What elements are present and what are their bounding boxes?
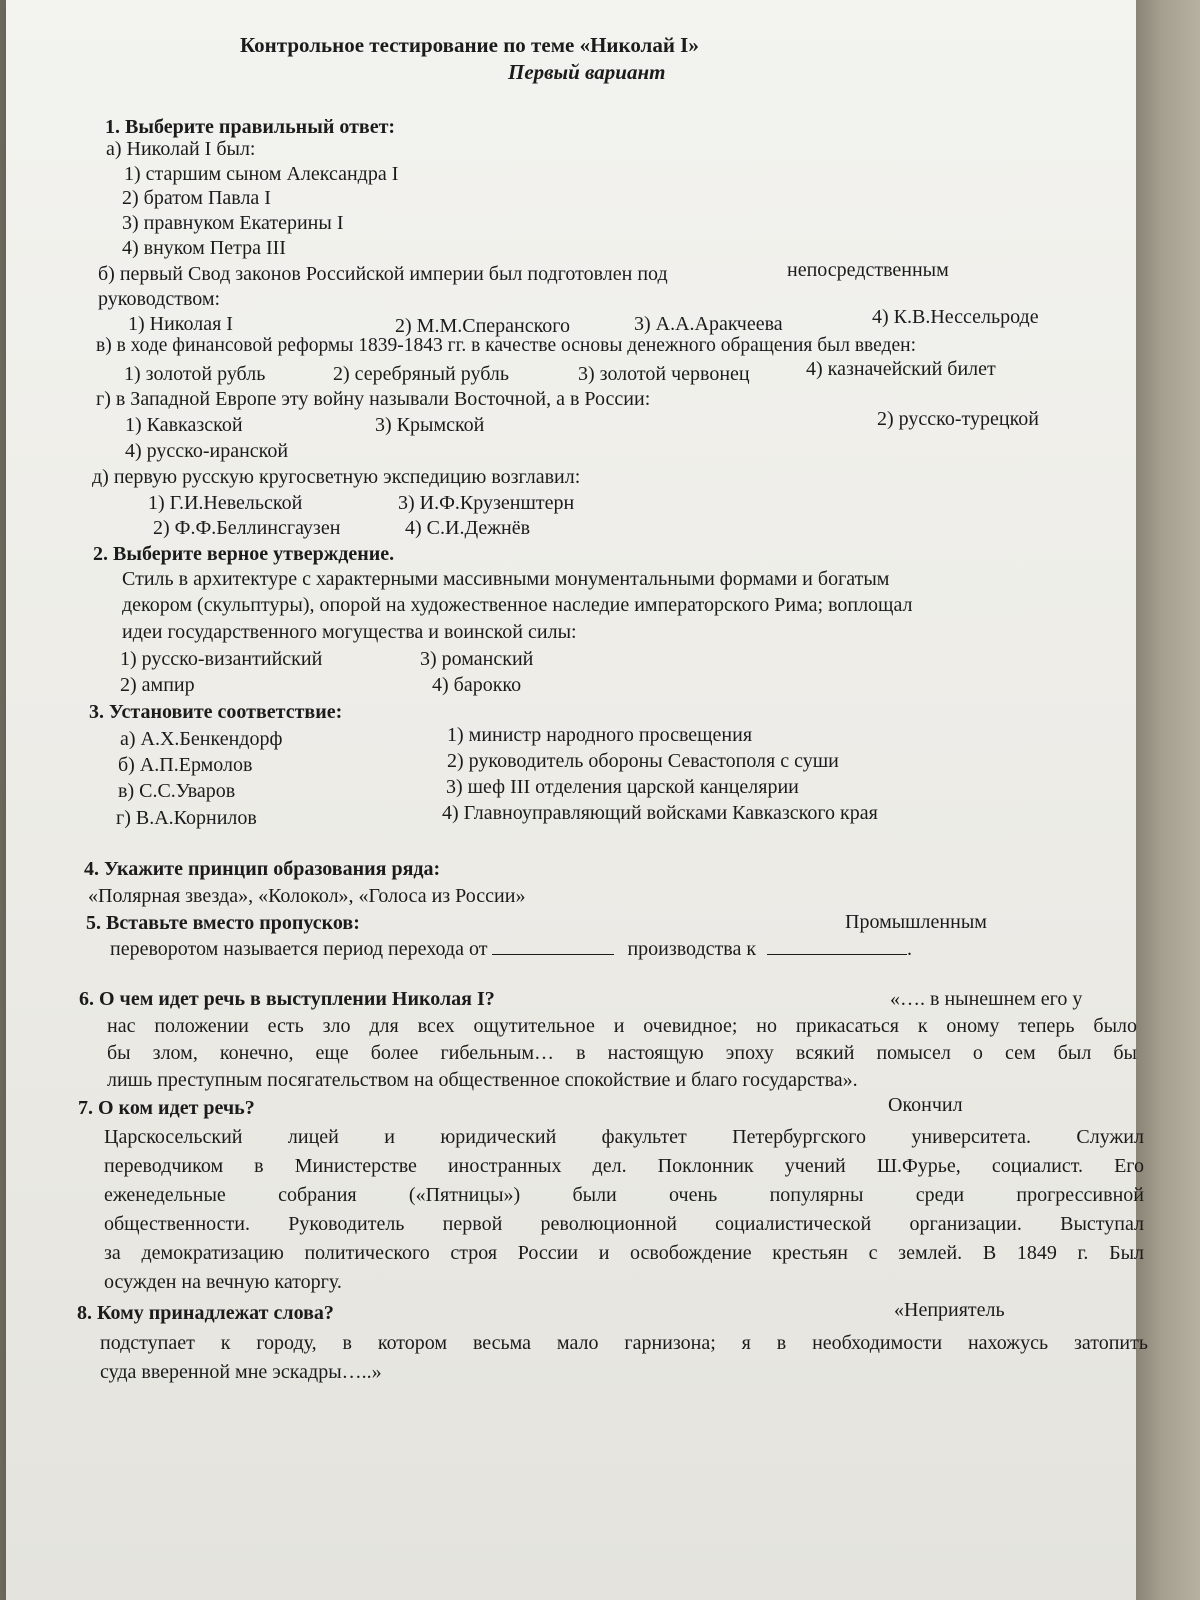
q2-heading: 2. Выберите верное утверждение. [93, 543, 395, 565]
q8-heading: 8. Кому принадлежат слова? [77, 1302, 334, 1324]
q1e-option: 3) И.Ф.Крузенштерн [398, 492, 575, 514]
q7-text-line: Царскосельский лицей и юридический факультет Петербургского университета. Служил [104, 1126, 1144, 1148]
q7-text-line: переводчиком в Министерстве иностранных дел. Поклонник учений Ш.Фурье, социалист. Его [104, 1155, 1144, 1177]
q5-heading-end: Промышленным [845, 911, 987, 933]
q1a-option: 2) братом Павла I [122, 187, 271, 209]
q1c-option: 1) золотой рубль [124, 363, 266, 385]
q1a-option: 3) правнуком Екатерины I [122, 212, 344, 234]
q2-text-line: Стиль в архитектуре с характерными массивными монументальными формами и богатым [122, 568, 890, 590]
q2-option: 2) ампир [120, 674, 195, 696]
q1d-option: 3) Крымской [375, 414, 485, 436]
q7-heading: 7. О ком идет речь? [78, 1097, 255, 1119]
q3-left-item: б) А.П.Ермолов [118, 754, 253, 776]
q4-heading: 4. Укажите принцип образования ряда: [84, 858, 441, 880]
q3-right-item: 1) министр народного просвещения [447, 724, 753, 746]
q1c-option: 3) золотой червонец [578, 363, 750, 385]
q2-text-line: декором (скульптуры), опорой на художественное наследие императорского Рима; воплощал [122, 594, 913, 616]
table-surface [1136, 0, 1200, 1600]
q4-text: «Полярная звезда», «Колокол», «Голоса из России» [88, 885, 526, 907]
q2-option: 1) русско-византийский [120, 648, 323, 670]
q1b-stem: б) первый Свод законов Российской империи был подготовлен под [98, 263, 668, 285]
q3-left-item: а) А.Х.Бенкендорф [120, 728, 283, 750]
q1a-stem: а) Николай I был: [106, 138, 256, 160]
q1a-option: 1) старшим сыном Александра I [124, 163, 399, 185]
q7-text-line: еженедельные собрания («Пятницы») были очень популярны среди прогрессивной [104, 1184, 1144, 1206]
q3-right-item: 4) Главноуправляющий войсками Кавказского края [442, 802, 878, 824]
q2-text-line: идеи государственного могущества и воинской силы: [122, 621, 577, 643]
q1d-stem: г) в Западной Европе эту войну называли Восточной, а в России: [96, 388, 651, 410]
q6-heading: 6. О чем идет речь в выступлении Николая I? [79, 988, 495, 1010]
q6-heading-end: «…. в нынешнем его у [890, 988, 1083, 1010]
q3-right-item: 2) руководитель обороны Севастополя с суши [447, 750, 839, 772]
q3-right-item: 3) шеф III отделения царской канцелярии [446, 776, 799, 798]
q1c-stem: в) в ходе финансовой реформы 1839-1843 гг. в качестве основы денежного обращения был введен: [96, 335, 916, 356]
q2-option: 4) барокко [432, 674, 522, 696]
q5-end: . [907, 938, 913, 960]
q3-left-item: в) С.С.Уваров [118, 780, 236, 802]
q8-text-line: подступает к городу, в котором весьма мало гарнизона; я в необходимости нахожусь затопить [100, 1332, 1148, 1354]
q1d-option: 1) Кавказской [125, 414, 243, 436]
q5-text [110, 937, 912, 961]
q8-text-line: суда вверенной мне эскадры…..» [100, 1361, 382, 1383]
q1c-option: 4) казначейский билет [806, 358, 996, 380]
q1-heading: 1. Выберите правильный ответ: [105, 116, 396, 138]
variant-label: Первый вариант [508, 60, 666, 84]
q1b-option: 1) Николая I [128, 313, 233, 335]
q1b-option: 3) А.А.Аракчеева [634, 313, 783, 335]
q5-blank-2[interactable] [767, 940, 907, 955]
q1e-option: 1) Г.И.Невельской [148, 492, 303, 514]
q1e-option: 2) Ф.Ф.Беллинсгаузен [153, 517, 341, 539]
q1b-option: 4) К.В.Нессельроде [872, 306, 1039, 328]
q1b-stem-2: руководством: [98, 288, 221, 310]
q7-text-line: общественности. Руководитель первой революционной социалистической организации. Выступал [104, 1213, 1144, 1235]
q5-blank-1[interactable] [492, 940, 614, 955]
q7-text-line: осужден на вечную каторгу. [104, 1271, 342, 1293]
q6-text-line: нас положении есть зло для всех ощутительное и очевидное; но прикасаться к оному теперь было [107, 1015, 1137, 1037]
q3-heading: 3. Установите соответствие: [89, 701, 343, 723]
q1e-option: 4) С.И.Дежнёв [405, 517, 531, 539]
q1a-option: 4) внуком Петра III [122, 237, 286, 259]
q1b-stem-end: непосредственным [787, 259, 949, 281]
q6-text-line: бы злом, конечно, еще более гибельным… в настоящую эпоху всякий помысел о сем был бы [107, 1042, 1137, 1064]
page-title: Контрольное тестирование по теме «Николай I» [240, 33, 699, 57]
q7-heading-end: Окончил [888, 1094, 963, 1116]
q2-option: 3) романский [420, 648, 534, 670]
q1d-option: 2) русско-турецкой [877, 408, 1039, 430]
q6-text-line: лишь преступным посягательством на общественное спокойствие и благо государства». [107, 1069, 858, 1091]
q1b-option: 2) М.М.Сперанского [395, 315, 571, 337]
q5-text-2: производства к [627, 938, 757, 960]
q3-left-item: г) В.А.Корнилов [116, 807, 257, 829]
q7-text-line: за демократизацию политического строя России и освобождение крестьян с землей. В 1849 г. Был [104, 1242, 1144, 1264]
q1c-option: 2) серебряный рубль [333, 363, 510, 385]
q5-text-1: переворотом называется период перехода от [110, 938, 488, 960]
q8-heading-end: «Неприятель [894, 1299, 1005, 1321]
q5-heading: 5. Вставьте вместо пропусков: [86, 912, 360, 934]
q1e-stem: д) первую русскую кругосветную экспедицию возглавил: [92, 466, 581, 488]
q1d-option: 4) русско-иранской [125, 440, 289, 462]
